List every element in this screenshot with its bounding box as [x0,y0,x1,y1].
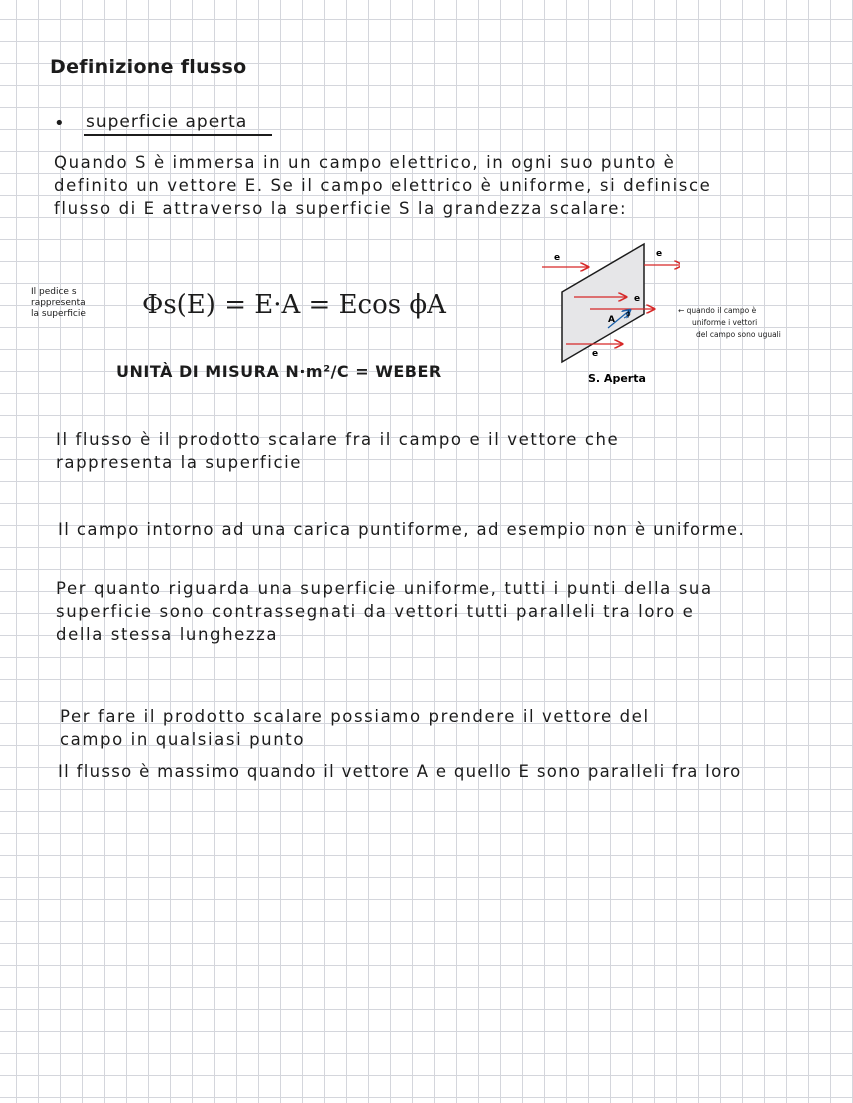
diagram-note-line: del campo sono uguali [696,330,781,339]
paragraph-line: campo in qualsiasi punto [60,730,306,749]
vector-label-e: e [656,249,663,259]
page-title: Definizione flusso [50,56,247,78]
side-note-line: rappresenta [31,298,86,308]
subheading: superficie aperta [86,112,248,132]
vector-label-e: e [634,294,641,304]
intro-line: definito un vettore E. Se il campo elettrico è uniforme, si definisce [54,176,712,195]
diagram-caption: S. Aperta [588,372,646,385]
paragraph-line: superficie sono contrassegnati da vettori tutti paralleli tra loro e [56,602,695,621]
paragraph-4 [60,705,650,751]
vector-label-e: e [592,349,599,359]
paragraph-line: Il campo intorno ad una carica puntiforme, ad esempio non è uniforme. [58,520,746,539]
paragraph-line: Il flusso è il prodotto scalare fra il campo e il vettore che [56,430,620,449]
diagram-note [678,305,808,341]
flux-formula: Φs(E) = E·A = Ecos ϕA [142,290,446,320]
intro-line: flusso di E attraverso la superficie S la grandezza scalare: [54,199,628,218]
intro-line: Quando S è immersa in un campo elettrico, in ogni suo punto è [54,153,676,172]
side-note [31,287,111,320]
paragraph-line: della stessa lunghezza [56,625,279,644]
paragraph-line: Per quanto riguarda una superficie uniforme, tutti i punti della sua [56,579,713,598]
paragraph-line: Il flusso è massimo quando il vettore A e quello E sono paralleli fra loro [58,762,742,781]
paragraph-5 [58,760,742,783]
paragraph-line: rappresenta la superficie [56,453,303,472]
subheading-underline [84,134,272,136]
units-line: UNITÀ DI MISURA N·m²/C = WEBER [116,362,442,381]
area-vector-label: A [608,315,615,325]
vector-label-e: e [554,253,561,263]
paragraph-line: Per fare il prodotto scalare possiamo prendere il vettore del [60,707,650,726]
diagram-note-line: ← quando il campo è [678,306,757,315]
paragraph-2 [58,518,745,541]
diagram-note-line: uniforme i vettori [692,318,758,327]
side-note-line: la superficie [31,309,86,319]
paragraph-3 [56,577,713,646]
side-note-line: Il pedice s [31,287,77,297]
open-surface-diagram [530,236,680,396]
bullet-point: • [54,113,65,134]
intro-paragraph [54,151,711,220]
angle-label: ϕ [626,310,631,318]
paragraph-1 [56,428,619,474]
